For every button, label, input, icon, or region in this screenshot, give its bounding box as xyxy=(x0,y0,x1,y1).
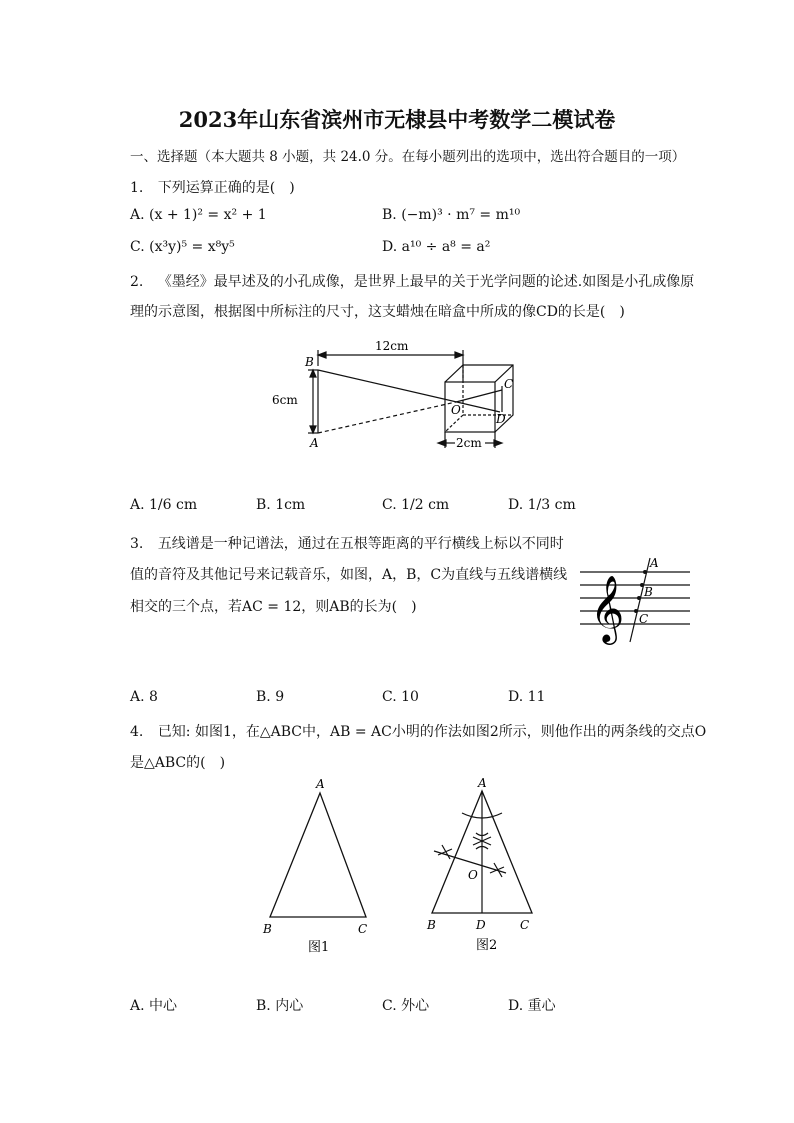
question-number: 1. xyxy=(130,180,144,196)
section-heading: 一、选择题（本大题共 8 小题，共 24.0 分。在每小题列出的选项中，选出符合题目的一项） xyxy=(130,149,686,165)
question-stem-continued: 值的音符及其他记号来记载音乐，如图，A，B，C为直线与五线谱横线 xyxy=(130,567,568,583)
question-stem-continued: 是△ABC的( ) xyxy=(130,755,226,771)
question-stem: 五线谱是一种记谱法，通过在五根等距离的平行横线上标以不同时 xyxy=(157,536,564,552)
point-a: A xyxy=(650,556,659,570)
staff-diagram xyxy=(578,550,693,645)
option-d[interactable]: D. 重心 xyxy=(508,998,556,1014)
figure-caption: 图2 xyxy=(476,938,498,953)
option-a[interactable]: A. 1/6 cm xyxy=(130,497,198,513)
figure-caption: 图1 xyxy=(308,940,330,955)
treble-clef-icon: 𝄞 xyxy=(590,574,625,642)
option-d[interactable]: D. 11 xyxy=(508,689,546,705)
question-stem: 下列运算正确的是( ) xyxy=(157,180,295,196)
point-b: B xyxy=(644,585,653,599)
option-b[interactable]: B. 9 xyxy=(256,689,285,705)
point-c: C xyxy=(639,612,649,626)
option-b[interactable]: B. (−m)³ · m⁷ = m¹⁰ xyxy=(382,207,521,223)
option-d[interactable]: D. 1/3 cm xyxy=(508,497,576,513)
option-c[interactable]: C. 1/2 cm xyxy=(382,497,450,513)
option-c[interactable]: C. (x³y)⁵ = x⁸y⁵ xyxy=(130,239,235,255)
point-b: B xyxy=(305,355,314,369)
point-o: O xyxy=(468,868,478,882)
point-b: B xyxy=(427,918,436,932)
point-a: A xyxy=(316,777,325,791)
question-number: 2. xyxy=(130,274,144,290)
point-d: D xyxy=(476,918,486,932)
pinhole-diagram xyxy=(270,330,530,455)
point-c: C xyxy=(520,918,530,932)
question-3 xyxy=(130,533,564,553)
label-6cm: 6cm xyxy=(272,393,298,407)
point-d: D xyxy=(496,412,506,426)
question-number: 4. xyxy=(130,724,144,740)
option-b[interactable]: B. 内心 xyxy=(256,998,304,1014)
figure-1-triangle xyxy=(258,775,383,960)
point-a: A xyxy=(310,436,319,450)
question-stem: 《墨经》最早述及的小孔成像，是世界上最早的关于光学问题的论述.如图是小孔成像原 xyxy=(157,274,695,290)
page-title: 2023年山东省滨州市无棣县中考数学二模试卷 xyxy=(178,107,616,132)
label-12cm: 12cm xyxy=(375,339,409,353)
option-d[interactable]: D. a¹⁰ ÷ a⁸ = a² xyxy=(382,239,491,255)
figure-2-construction xyxy=(420,775,550,960)
option-a[interactable]: A. 8 xyxy=(130,689,158,705)
option-c[interactable]: C. 外心 xyxy=(382,998,430,1014)
question-number: 3. xyxy=(130,536,144,552)
question-stem-continued: 相交的三个点，若AC = 12，则AB的长为( ) xyxy=(130,599,417,615)
question-4 xyxy=(130,721,706,741)
option-b[interactable]: B. 1cm xyxy=(256,497,306,513)
point-b: B xyxy=(263,922,272,936)
option-a[interactable]: A. 中心 xyxy=(130,998,178,1014)
label-2cm: 2cm xyxy=(456,436,482,450)
point-o: O xyxy=(451,403,461,417)
question-stem: 已知: 如图1，在△ABC中，AB = AC小明的作法如图2所示，则他作出的两条线的交点O xyxy=(157,724,707,740)
point-c: C xyxy=(504,377,514,391)
option-a[interactable]: A. (x + 1)² = x² + 1 xyxy=(130,207,267,223)
question-1 xyxy=(130,177,295,197)
point-c: C xyxy=(358,922,368,936)
option-c[interactable]: C. 10 xyxy=(382,689,419,705)
question-2 xyxy=(130,271,694,291)
question-stem-continued: 理的示意图，根据图中所标注的尺寸，这支蜡烛在暗盒中所成的像CD的长是( ) xyxy=(130,304,625,320)
point-a: A xyxy=(478,776,487,790)
